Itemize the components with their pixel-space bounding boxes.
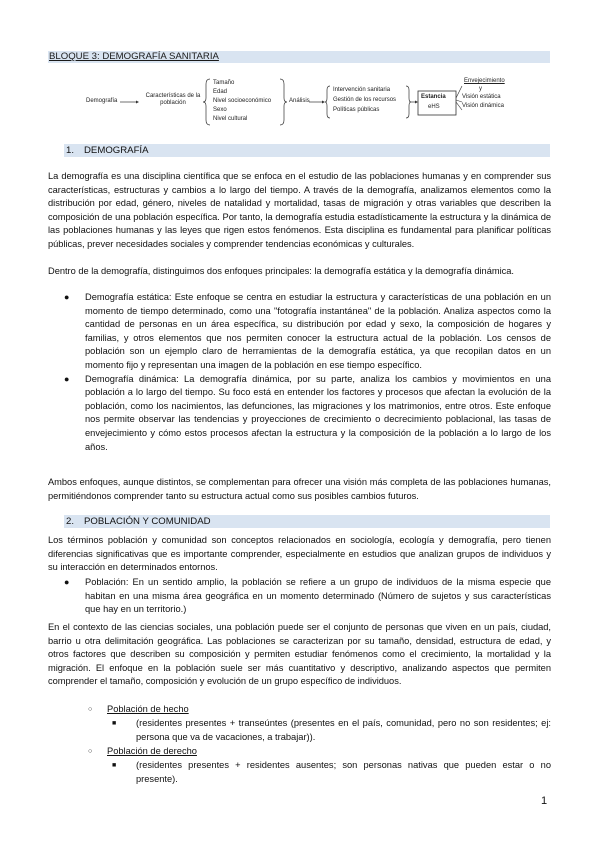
section-number: 1. xyxy=(66,145,75,156)
diagram-type: Envejecimiento xyxy=(464,78,505,84)
diagram-root: Demografía xyxy=(86,98,118,104)
section-number: 2. xyxy=(66,516,75,527)
sub-detail-hecho xyxy=(112,717,551,744)
paragraph-closing: Ambos enfoques, aunque distintos, se complementan para ofrecer una visión más completa de las poblaciones humanas, permitiéndonos comprender tanto su estructura actual como sus posibles cambios futuros. xyxy=(48,477,551,501)
section-title: DEMOGRAFÍA xyxy=(84,145,149,156)
diagram-output: Gestión de los recursos xyxy=(333,97,397,103)
bullet-list-enfoques xyxy=(48,291,551,454)
sub-detail-text: (residentes presentes + transeúntes (presentes en el país, comunidad, pero no son residentes; ej: persona que va de vacaciones, a trabajar)). xyxy=(136,718,551,742)
page-number: 1 xyxy=(541,795,548,807)
diagram-type: y xyxy=(479,86,482,92)
circle-marker-icon: ○ xyxy=(88,706,93,713)
bullet-item xyxy=(48,373,551,455)
diagram-output: Intervención sanitaria xyxy=(333,87,391,93)
paragraph-s2-intro: Los términos población y comunidad son conceptos relacionados en sociología, ecología y demografía, pero tienen diferencias significativas que es importante comprender, especialmente en estudios que analizan grupos de individuos y su interacción en determinados entornos. xyxy=(48,535,551,573)
diagram-analysis: Análisis xyxy=(289,98,310,104)
paragraph-lead: Dentro de la demografía, distinguimos dos enfoques principales: la demografía estática y la demografía dinámica. xyxy=(48,266,514,276)
diagram-instance-sub: eHS xyxy=(428,104,440,110)
demography-diagram xyxy=(84,76,524,134)
bullet-text: Demografía dinámica: La demografía dinámica, por su parte, analiza los cambios y movimientos en una población a lo largo del tiempo. Su foco está en entender los factores y procesos que afectan la evolución de la población, como los nacimientos, las defunciones, las migraciones y los matrimonios, entre otros. Este enfoque nos permite observar las tendencias y proyecciones de crecimiento o decrecimiento poblacional, las tasas de envejecimiento y cómo estos procesos afectan la estructura y la composición de la población a lo largo de los años. xyxy=(85,373,551,452)
diagram-trait: Tamaño xyxy=(213,80,235,86)
diagram-characteristics: Características de la población xyxy=(145,93,201,106)
bullet-list-poblacion xyxy=(48,576,551,617)
sub-detail-derecho xyxy=(112,759,551,786)
diagram-type: Visión dinámica xyxy=(462,103,504,109)
bullet-dot-icon: ● xyxy=(64,373,70,384)
diagram-instance: Estancia xyxy=(421,94,446,100)
diagram-trait: Nivel socioeconómico xyxy=(213,98,272,104)
bullet-text: Población: En un sentido amplio, la población se refiere a un grupo de individuos de la misma especie que habitan en una misma área geográfica en un momento determinado (Número de sujetos y sus características que hay en un territorio.) xyxy=(85,577,551,615)
bullet-dot-icon: ● xyxy=(64,577,70,587)
square-marker-icon: ■ xyxy=(112,720,117,727)
diagram-trait: Nivel cultural xyxy=(213,116,248,122)
sub-item-label: Población de hecho xyxy=(107,704,189,714)
section-title: POBLACIÓN Y COMUNIDAD xyxy=(84,516,211,527)
block-title: BLOQUE 3: DEMOGRAFÍA SANITARIA xyxy=(48,51,550,63)
diagram-type: Visión estática xyxy=(462,94,501,100)
sub-item-label: Población de derecho xyxy=(107,746,197,756)
section-header-poblacion xyxy=(64,515,550,528)
diagram-trait: Sexo xyxy=(213,107,227,113)
bullet-item xyxy=(48,291,551,373)
diagram-output: Políticas públicas xyxy=(333,107,380,113)
square-marker-icon: ■ xyxy=(112,762,117,769)
bullet-item xyxy=(48,576,551,617)
paragraph-s2-context: En el contexto de las ciencias sociales, una población puede ser el conjunto de personas que viven en un país, ciudad, barrio u otra delimitación geográfica. Las poblaciones se caracterizan por su tamaño, densidad, estructura de edad, y otros factores que describen su composición y permiten estudiar fenómenos como el crecimiento, la mortalidad y la migración. El enfoque en la población suele ser más cuantitativo y descriptivo, analizando aspectos que permiten comprender el tamaño, composición y evolución de un grupo específico de individuos. xyxy=(48,622,551,687)
diagram-trait: Edad xyxy=(213,89,228,95)
section-header-demografia xyxy=(64,144,550,157)
paragraph-intro: La demografía es una disciplina científica que se enfoca en el estudio de las poblaciones humanas y en comprender sus características, estructuras y cambios a lo largo del tiempo. A través de la demografía, analizamos elementos como la distribución por edad, género, niveles de natalidad y mortalidad, tasas de migración y otras variables que describen la composición de una población específica. Por tanto, la demografía estudia estadísticamente la estructura y la dinámica de las poblaciones humanas y las leyes que rigen estos fenómenos. Esta disciplina es fundamental para planificar políticas públicas, prever necesidades sociales y comprender tendencias económicas y culturales. xyxy=(48,171,551,249)
sub-detail-text: (residentes presentes + residentes ausentes; son personas nativas que pueden estar o no presente). xyxy=(136,760,551,784)
circle-marker-icon: ○ xyxy=(88,748,93,755)
bullet-text: Demografía estática: Este enfoque se centra en estudiar la estructura y características de una población en un momento de tiempo determinado, como una "fotografía instantánea" de la población. Analiza aspectos como la cantidad de personas en un área específica, su distribución por edad y sexo, la composición de hogares y familias, y otros elementos que nos permiten conocer la estructura actual de la población. Los censos de población son un ejemplo claro de herramientas de la demografía estática, ya que recopilan datos en un momento fijo y representan una imagen de la población en ese tiempo específico. xyxy=(85,292,551,370)
bullet-dot-icon: ● xyxy=(64,292,70,302)
